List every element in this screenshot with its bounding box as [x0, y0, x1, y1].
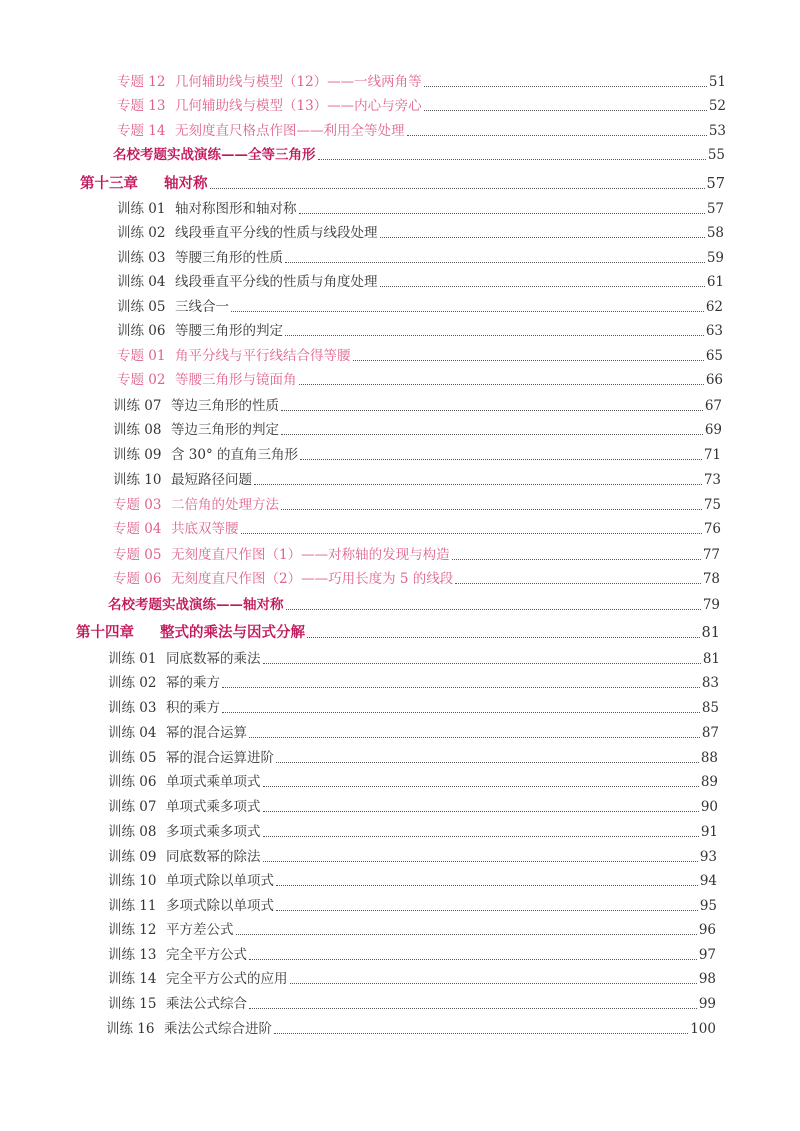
- dot-leader: [254, 483, 702, 485]
- dot-leader: [222, 686, 700, 688]
- toc-entry: [108, 848, 717, 866]
- entry-code: 专题 14: [117, 123, 166, 139]
- entry-title: 单项式除以单项式: [166, 873, 274, 889]
- toc-entry: [117, 97, 726, 115]
- chapter-heading: [80, 175, 725, 193]
- entry-title: 线段垂直平分线的性质与线段处理: [175, 225, 378, 241]
- entry-page-number: 81: [701, 625, 720, 641]
- entry-page-number: 51: [708, 74, 726, 90]
- entry-page-number: 53: [708, 123, 726, 139]
- entry-code: 训练 04: [108, 725, 157, 741]
- dot-leader: [263, 785, 699, 787]
- entry-title: 三线合一: [175, 299, 229, 315]
- entry-code: 训练 05: [117, 299, 166, 315]
- entry-page-number: 93: [699, 849, 717, 865]
- toc-entry: [108, 699, 719, 717]
- entry-code: 训练 01: [108, 651, 157, 667]
- entry-page-number: 98: [698, 971, 716, 987]
- entry-page-number: 76: [703, 521, 721, 537]
- toc-entry: [108, 823, 718, 841]
- entry-page-number: 62: [705, 299, 723, 315]
- toc-entry: [108, 872, 717, 890]
- entry-title: 等腰三角形的性质: [175, 250, 283, 266]
- dot-leader: [286, 608, 701, 610]
- entry-code: 第十四章: [76, 624, 134, 641]
- dot-leader: [290, 982, 697, 984]
- dot-leader: [276, 884, 698, 886]
- entry-code: 训练 08: [113, 422, 162, 438]
- dot-leader: [236, 933, 697, 935]
- toc-entry: [113, 146, 725, 164]
- toc-entry: [108, 749, 718, 767]
- entry-page-number: 90: [700, 799, 718, 815]
- entry-title: 多项式乘多项式: [166, 824, 261, 840]
- dot-leader: [424, 109, 707, 111]
- entry-code: 训练 02: [108, 675, 157, 691]
- entry-title: 线段垂直平分线的性质与角度处理: [175, 274, 378, 290]
- entry-code: 专题 13: [117, 98, 166, 114]
- entry-page-number: 87: [701, 725, 719, 741]
- dot-leader: [263, 810, 699, 812]
- entry-title: 共底双等腰: [171, 521, 239, 537]
- toc-entry: [113, 496, 721, 514]
- entry-title: 二倍角的处理方法: [171, 497, 279, 513]
- toc-entry: [117, 273, 724, 291]
- dot-leader: [241, 532, 702, 534]
- entry-page-number: 97: [698, 947, 716, 963]
- entry-code: 训练 14: [108, 971, 157, 987]
- entry-title: 同底数幂的除法: [166, 849, 261, 865]
- entry-page-number: 73: [703, 472, 721, 488]
- toc-entry: [113, 546, 720, 564]
- toc-entry: [108, 798, 718, 816]
- dot-leader: [249, 1007, 697, 1009]
- entry-page-number: 96: [698, 922, 716, 938]
- entry-title: 等腰三角形的判定: [175, 323, 283, 339]
- entry-page-number: 75: [703, 497, 721, 513]
- toc-entry: [117, 249, 724, 267]
- dot-leader: [380, 236, 705, 238]
- dot-leader: [299, 383, 704, 385]
- entry-page-number: 88: [700, 750, 718, 766]
- entry-title: 幂的混合运算: [166, 725, 247, 741]
- dot-leader: [285, 334, 704, 336]
- dot-leader: [222, 711, 700, 713]
- entry-page-number: 78: [702, 571, 720, 587]
- dot-leader: [380, 285, 705, 287]
- entry-code: 训练 04: [117, 274, 166, 290]
- entry-page-number: 57: [706, 201, 724, 217]
- entry-code: 专题 04: [113, 521, 162, 537]
- dot-leader: [424, 85, 707, 87]
- toc-entry: [117, 73, 726, 91]
- dot-leader: [263, 662, 701, 664]
- toc-entry: [113, 397, 722, 415]
- toc-entry: [117, 322, 723, 340]
- dot-leader: [263, 835, 699, 837]
- toc-entry: [108, 946, 716, 964]
- toc-entry: [108, 921, 716, 939]
- entry-code: 训练 07: [113, 398, 162, 414]
- dot-leader: [276, 761, 699, 763]
- chapter-heading: [76, 624, 720, 642]
- entry-code: 训练 10: [108, 873, 157, 889]
- entry-code: 训练 08: [108, 824, 157, 840]
- toc-entry: [106, 1020, 716, 1038]
- toc-entry: [108, 773, 718, 791]
- toc-entry: [113, 520, 721, 538]
- entry-title: 积的乘方: [166, 700, 220, 716]
- dot-leader: [281, 433, 703, 435]
- entry-title: 等腰三角形与镜面角: [175, 372, 297, 388]
- entry-title: 最短路径问题: [171, 472, 252, 488]
- toc-entry: [108, 995, 716, 1013]
- entry-code: 训练 07: [108, 799, 157, 815]
- entry-title: 含 30° 的直角三角形: [171, 447, 299, 463]
- entry-title: 乘法公式综合: [166, 996, 247, 1012]
- entry-code: 训练 10: [113, 472, 162, 488]
- entry-page-number: 95: [699, 898, 717, 914]
- dot-leader: [263, 860, 698, 862]
- entry-code: 训练 11: [108, 898, 157, 914]
- dot-leader: [300, 458, 702, 460]
- entry-code: 训练 12: [108, 922, 157, 938]
- dot-leader: [407, 134, 707, 136]
- entry-page-number: 66: [705, 372, 723, 388]
- entry-page-number: 94: [699, 873, 717, 889]
- entry-code: 专题 05: [113, 547, 162, 563]
- toc-entry: [113, 471, 721, 489]
- entry-page-number: 69: [704, 422, 722, 438]
- entry-page-number: 71: [703, 447, 721, 463]
- entry-page-number: 100: [690, 1021, 716, 1037]
- entry-page-number: 67: [704, 398, 722, 414]
- dot-leader: [281, 508, 702, 510]
- dot-leader: [299, 212, 705, 214]
- toc-entry: [117, 224, 724, 242]
- entry-title: 名校考题实战演练——轴对称: [108, 597, 284, 613]
- entry-title: 无刻度直尺格点作图——利用全等处理: [175, 123, 405, 139]
- toc-entry: [108, 970, 716, 988]
- toc-entry: [108, 674, 719, 692]
- entry-title: 幂的混合运算进阶: [166, 750, 274, 766]
- entry-title: 轴对称图形和轴对称: [175, 201, 297, 217]
- entry-title: 几何辅助线与模型（13）——内心与旁心: [175, 98, 422, 114]
- entry-page-number: 85: [701, 700, 719, 716]
- entry-title: 乘法公式综合进阶: [164, 1021, 272, 1037]
- dot-leader: [276, 909, 698, 911]
- entry-page-number: 52: [708, 98, 726, 114]
- dot-leader: [307, 636, 700, 638]
- dot-leader: [274, 1032, 688, 1034]
- entry-title: 整式的乘法与因式分解: [160, 624, 305, 641]
- entry-title: 无刻度直尺作图（1）——对称轴的发现与构造: [171, 547, 450, 563]
- entry-code: 第十三章: [80, 175, 138, 192]
- dot-leader: [249, 958, 697, 960]
- toc-entry: [117, 298, 723, 316]
- entry-title: 无刻度直尺作图（2）——巧用长度为 5 的线段: [171, 571, 454, 587]
- entry-code: 训练 05: [108, 750, 157, 766]
- entry-title: 完全平方公式: [166, 947, 247, 963]
- entry-code: 专题 02: [117, 372, 166, 388]
- dot-leader: [285, 261, 705, 263]
- toc-entry: [108, 897, 717, 915]
- dot-leader: [281, 409, 703, 411]
- entry-code: 专题 01: [117, 348, 166, 364]
- entry-page-number: 57: [706, 176, 725, 192]
- toc-entry: [113, 446, 721, 464]
- entry-page-number: 81: [702, 651, 720, 667]
- entry-code: 训练 09: [113, 447, 162, 463]
- dot-leader: [210, 187, 705, 189]
- toc-entry: [117, 371, 723, 389]
- entry-code: 训练 15: [108, 996, 157, 1012]
- entry-page-number: 63: [705, 323, 723, 339]
- entry-title: 等边三角形的判定: [171, 422, 279, 438]
- entry-code: 训练 02: [117, 225, 166, 241]
- toc-entry: [117, 200, 724, 218]
- entry-code: 训练 06: [108, 774, 157, 790]
- entry-page-number: 91: [700, 824, 718, 840]
- entry-title: 完全平方公式的应用: [166, 971, 288, 987]
- entry-page-number: 79: [702, 597, 720, 613]
- entry-title: 轴对称: [164, 175, 208, 192]
- entry-title: 同底数幂的乘法: [166, 651, 261, 667]
- toc-entry: [117, 347, 723, 365]
- entry-title: 等边三角形的性质: [171, 398, 279, 414]
- entry-title: 名校考题实战演练——全等三角形: [113, 147, 316, 163]
- entry-title: 角平分线与平行线结合得等腰: [175, 348, 351, 364]
- entry-title: 幂的乘方: [166, 675, 220, 691]
- entry-page-number: 61: [706, 274, 724, 290]
- dot-leader: [455, 582, 701, 584]
- entry-title: 几何辅助线与模型（12）——一线两角等: [175, 74, 422, 90]
- entry-code: 专题 06: [113, 571, 162, 587]
- entry-title: 单项式乘单项式: [166, 774, 261, 790]
- dot-leader: [318, 158, 706, 160]
- dot-leader: [249, 736, 700, 738]
- entry-code: 专题 12: [117, 74, 166, 90]
- entry-code: 训练 13: [108, 947, 157, 963]
- entry-code: 训练 06: [117, 323, 166, 339]
- entry-code: 训练 01: [117, 201, 166, 217]
- entry-code: 训练 03: [108, 700, 157, 716]
- entry-page-number: 65: [705, 348, 723, 364]
- toc-entry: [108, 596, 720, 614]
- entry-title: 平方差公式: [166, 922, 234, 938]
- toc-entry: [113, 570, 720, 588]
- entry-page-number: 55: [707, 147, 725, 163]
- toc-entry: [108, 650, 720, 668]
- entry-page-number: 83: [701, 675, 719, 691]
- toc-entry: [108, 724, 719, 742]
- entry-code: 训练 09: [108, 849, 157, 865]
- toc-entry: [117, 122, 726, 140]
- entry-page-number: 59: [706, 250, 724, 266]
- entry-title: 单项式乘多项式: [166, 799, 261, 815]
- entry-code: 训练 16: [106, 1021, 155, 1037]
- entry-code: 训练 03: [117, 250, 166, 266]
- entry-title: 多项式除以单项式: [166, 898, 274, 914]
- entry-page-number: 89: [700, 774, 718, 790]
- dot-leader: [452, 558, 701, 560]
- toc-entry: [113, 421, 722, 439]
- dot-leader: [353, 359, 704, 361]
- entry-page-number: 99: [698, 996, 716, 1012]
- entry-page-number: 77: [702, 547, 720, 563]
- entry-page-number: 58: [706, 225, 724, 241]
- entry-code: 专题 03: [113, 497, 162, 513]
- dot-leader: [231, 310, 704, 312]
